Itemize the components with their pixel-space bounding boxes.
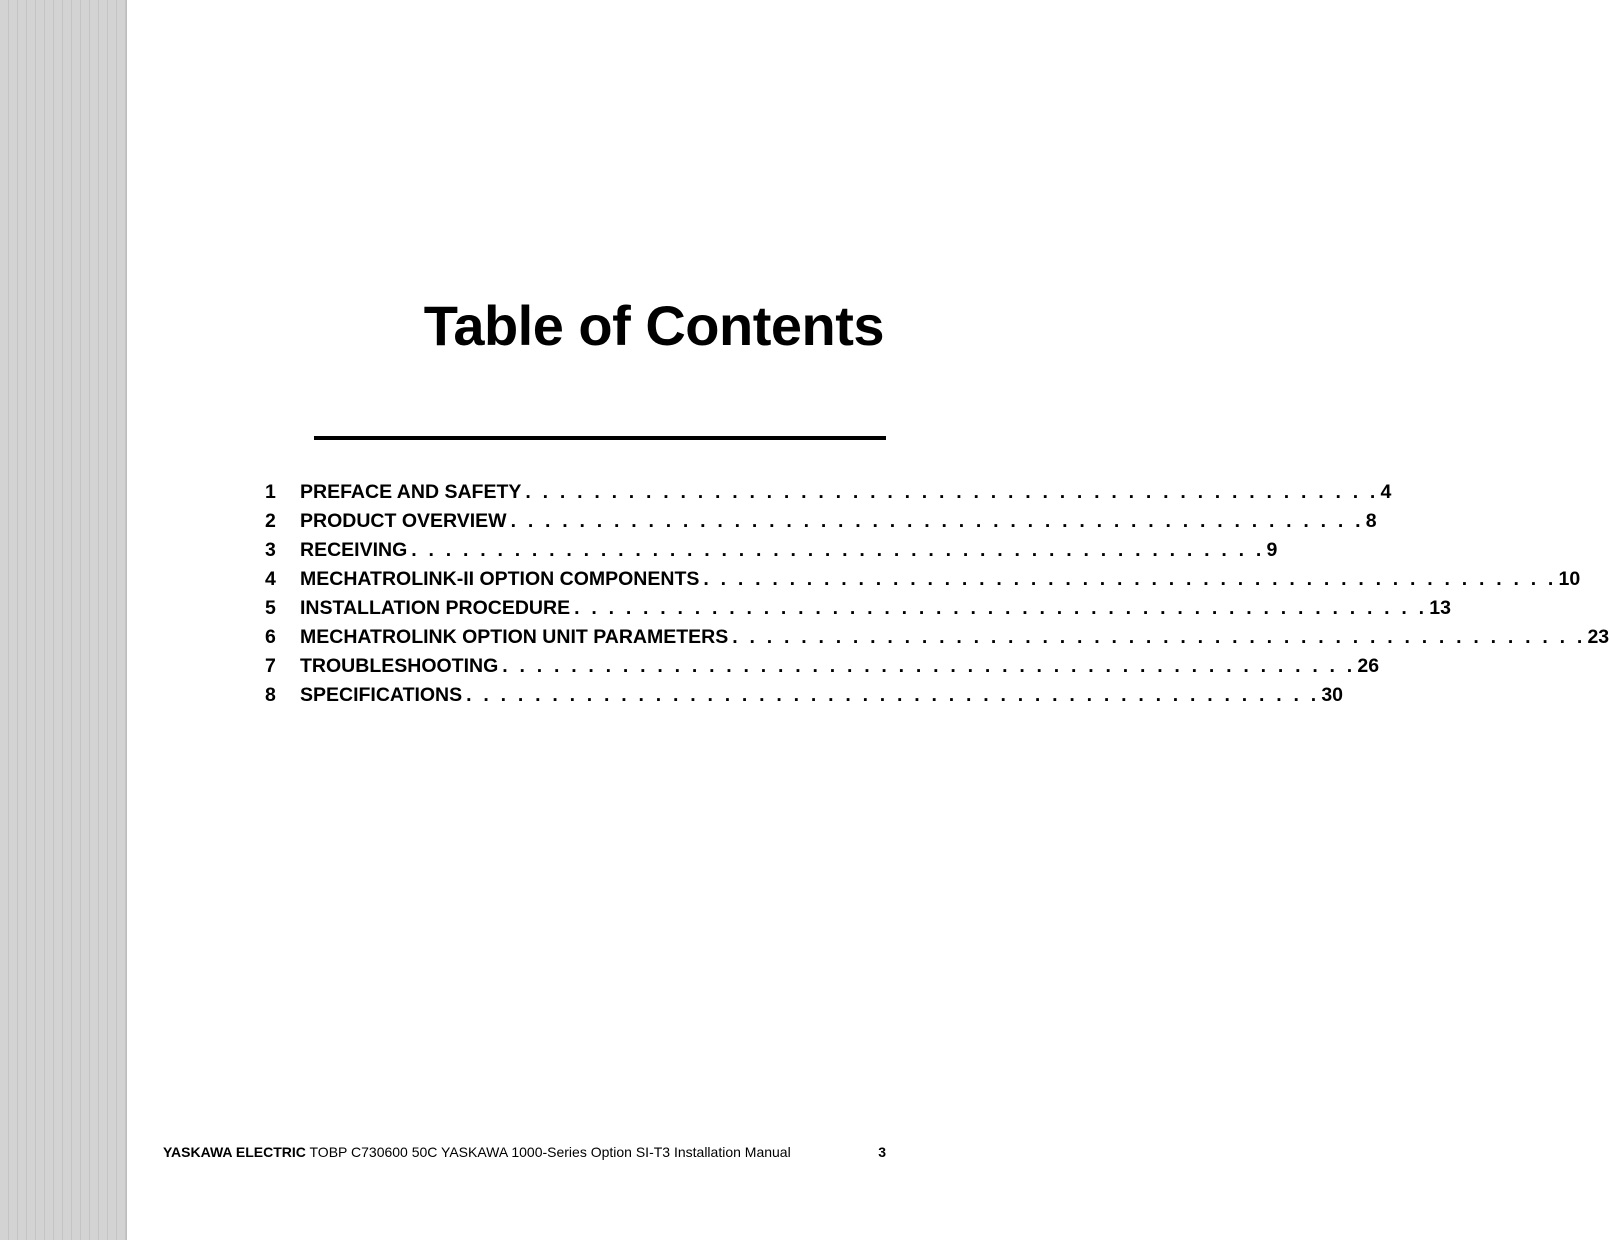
toc-entry-page: 8 <box>1365 510 1377 532</box>
toc-entry-4[interactable] <box>265 565 1581 594</box>
toc-entry-7[interactable] <box>265 652 1380 681</box>
toc-dot-leader: . . . . . . . . . . . . . . . . . . . . . . . . . . . . . . . . . . . . . . . . . . . . . . . . . . <box>510 510 1364 532</box>
toc-entry-page: 4 <box>1380 481 1392 503</box>
toc-dot-leader: . . . . . . . . . . . . . . . . . . . . . . . . . . . . . . . . . . . . . . . . . . . . . . . . . . <box>574 597 1428 619</box>
toc-entry-title: TROUBLESHOOTING <box>300 655 499 677</box>
table-of-contents <box>265 478 1609 710</box>
toc-entry-page: 10 <box>1558 568 1581 590</box>
toc-entry-title: MECHATROLINK OPTION UNIT PARAMETERS <box>300 626 729 648</box>
toc-entry-number: 7 <box>265 655 276 677</box>
toc-entry-page: 9 <box>1266 539 1278 561</box>
toc-dot-leader: . . . . . . . . . . . . . . . . . . . . . . . . . . . . . . . . . . . . . . . . . . . . . . . . . . <box>411 539 1265 561</box>
toc-entry-title: PRODUCT OVERVIEW <box>300 510 507 532</box>
toc-entry-title: RECEIVING <box>300 539 408 561</box>
title-divider <box>314 436 886 440</box>
toc-dot-leader: . . . . . . . . . . . . . . . . . . . . . . . . . . . . . . . . . . . . . . . . . . . . . . . . . . <box>466 684 1320 706</box>
toc-dot-leader: . . . . . . . . . . . . . . . . . . . . . . . . . . . . . . . . . . . . . . . . . . . . . . . . . . <box>525 481 1379 503</box>
toc-entry-number: 6 <box>265 626 276 648</box>
toc-entry-5[interactable] <box>265 594 1451 623</box>
toc-entry-page: 23 <box>1587 626 1609 648</box>
toc-entry-number: 8 <box>265 684 276 706</box>
page-footer <box>163 1143 791 1161</box>
page-title: Table of Contents <box>423 294 884 357</box>
sidebar-edge <box>126 0 127 1240</box>
toc-entry-6[interactable] <box>265 623 1609 652</box>
footer-brand: YASKAWA ELECTRIC <box>163 1144 306 1160</box>
toc-entry-title: INSTALLATION PROCEDURE <box>300 597 571 619</box>
toc-entry-2[interactable] <box>265 507 1377 536</box>
toc-entry-1[interactable] <box>265 478 1392 507</box>
toc-entry-page: 26 <box>1357 655 1380 677</box>
toc-entry-title: PREFACE AND SAFETY <box>300 481 522 503</box>
toc-entry-number: 5 <box>265 597 276 619</box>
toc-entry-page: 13 <box>1429 597 1451 619</box>
toc-entry-8[interactable] <box>265 681 1344 710</box>
toc-entry-3[interactable] <box>265 536 1278 565</box>
toc-dot-leader: . . . . . . . . . . . . . . . . . . . . . . . . . . . . . . . . . . . . . . . . . . . . . . . . . . <box>732 626 1586 648</box>
toc-entry-number: 1 <box>265 481 276 503</box>
toc-entry-title: SPECIFICATIONS <box>300 684 463 706</box>
toc-entry-page: 30 <box>1321 684 1344 706</box>
decorative-sidebar <box>0 0 126 1240</box>
toc-entry-title: MECHATROLINK-II OPTION COMPONENTS <box>300 568 700 590</box>
footer-page-number: 3 <box>878 1144 886 1160</box>
footer-document-title: TOBP C730600 50C YASKAWA 1000-Series Option SI-T3 Installation Manual <box>305 1144 791 1160</box>
toc-entry-number: 4 <box>265 568 276 590</box>
toc-entry-number: 2 <box>265 510 276 532</box>
toc-dot-leader: . . . . . . . . . . . . . . . . . . . . . . . . . . . . . . . . . . . . . . . . . . . . . . . . . . <box>502 655 1356 677</box>
toc-dot-leader: . . . . . . . . . . . . . . . . . . . . . . . . . . . . . . . . . . . . . . . . . . . . . . . . . . <box>703 568 1557 590</box>
toc-entry-number: 3 <box>265 539 276 561</box>
